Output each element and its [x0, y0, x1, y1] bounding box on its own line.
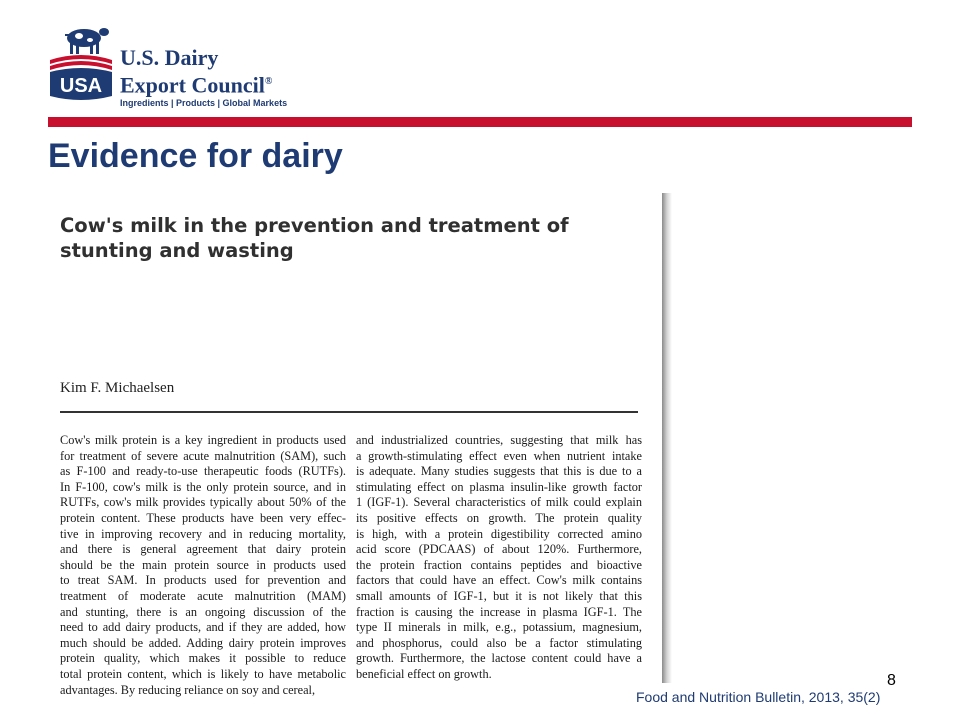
citation: Food and Nutrition Bulletin, 2013, 35(2) [636, 689, 881, 705]
cow-flag-logo-mark [46, 16, 116, 112]
article-text-line: and phosphorus, could also be a factor stimulating [356, 635, 642, 650]
article-text-line: and industrialized countries, suggesting that milk has [356, 433, 642, 447]
logo-line-2-text: Export Council [120, 72, 265, 98]
article-text-line: is adequate. Many studies suggests that this is due to a [356, 464, 642, 479]
logo-line-2 [120, 70, 272, 97]
article-title: Cow's milk in the prevention and treatment of stunting and wasting [60, 214, 569, 262]
article-text-line: small amounts of IGF-1, but it is not likely that this [356, 588, 642, 603]
article-rule [60, 411, 638, 413]
article-text-line: factors that could have an effect. Cow's milk contains [356, 573, 642, 588]
article-text-line: acid score (PDCAAS) of about 120%. Furthermore, [356, 542, 642, 557]
article-text-line: should be the main protein source in products used [60, 557, 346, 572]
article-text-line: fraction is causing the increase in plasma IGF-1. The [356, 604, 642, 619]
article-author: Kim F. Michaelsen [60, 380, 175, 396]
article-text-line: for treatment of severe acute malnutrition (SAM), such [60, 448, 346, 463]
header-divider-bar [48, 117, 912, 127]
article-text-line: and there is general agreement that dairy protein [60, 542, 346, 557]
article-text-line: protein content. These products have been very effec- [60, 510, 346, 525]
article-excerpt [52, 193, 660, 697]
article-text-line: beneficial effect on growth. [356, 666, 492, 681]
usdec-logo [46, 16, 296, 112]
article-text-line: type II minerals in milk, e.g., potassium, magnesium, [356, 620, 642, 635]
article-text-line: is high, with a protein digestibility corrected amino [356, 526, 642, 541]
article-text-line: as F-100 and ready-to-use therapeutic foods (RUTFs). [60, 464, 346, 479]
article-text-line: its positive effects on growth. The protein quality [356, 510, 642, 525]
logo-badge-text: USA [59, 75, 103, 97]
article-text-line: and stunting, there is an ongoing discussion of the [60, 604, 346, 619]
page-title: Evidence for dairy [48, 137, 343, 175]
article-text-line: RUTFs, cow's milk provides typically about 50% of the [60, 495, 346, 510]
article-edge-shadow [662, 193, 672, 683]
article-text-line: the protein fraction contains peptides and bioactive [356, 557, 642, 572]
article-text-line: In F-100, cow's milk is the only protein source, and in [60, 479, 346, 494]
registered-mark: ® [264, 76, 273, 87]
article-text-line: total protein content, which is likely to have metabolic [60, 666, 346, 681]
article-right-column [356, 433, 642, 683]
logo-line-1: U.S. Dairy [120, 45, 219, 70]
article-text-line: Cow's milk protein is a key ingredient in products used [60, 433, 346, 447]
article-text-line: protein quality, which makes it possible to reduce [60, 651, 346, 666]
article-text-line: to treat SAM. In products used for prevention and [60, 573, 346, 588]
article-text-line: 1 (IGF-1). Several characteristics of milk could explain [356, 495, 642, 510]
article-left-column [60, 433, 346, 698]
article-text-line: need to add dairy products, and if they are added, how [60, 620, 346, 635]
article-text-line: treatment of moderate acute malnutrition (MAM) [60, 588, 346, 603]
logo-tagline: Ingredients | Products | Global Markets [120, 98, 288, 108]
article-text-line: much should be added. Adding dairy protein improves [60, 635, 346, 650]
article-text-line: stimulating effect on plasma insulin-like growth factor [356, 479, 642, 494]
article-text-line: advantages. By reducing reliance on soy and cereal, [60, 682, 316, 697]
article-text-line: growth. Furthermore, the lactose content could have a [356, 651, 642, 666]
slide-page-number: 8 [887, 672, 896, 689]
article-text-line: a growth-stimulating effect even when nutrient intake [356, 448, 642, 463]
article-text-line: tive in improving recovery and in reducing mortality, [60, 526, 346, 541]
